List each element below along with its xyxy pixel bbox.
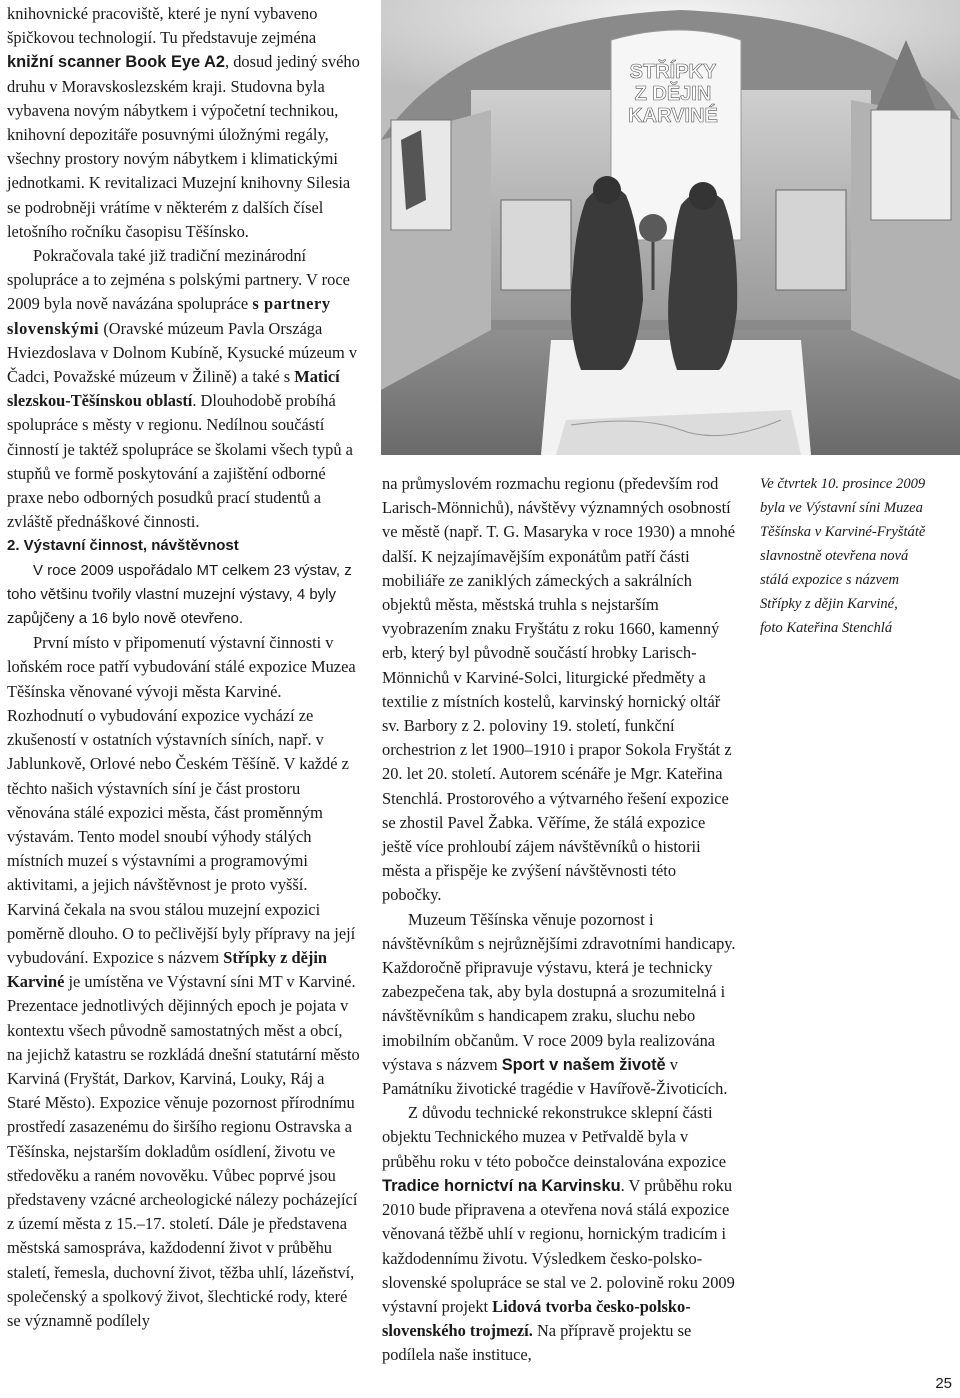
page-number: 25 [935,1375,952,1392]
paragraph: Pokračovala také již tradiční mezinárodní spolupráce a to zejména s polskými partnery. V roce 2009 byla nově navázána spolupráce s partnery slovenskými (Oravské múzeum Pavla Országa Hviezdoslava v Dolnom Kubíně, Kysucké múzeum v Čadci, Považské múzeum v Žilině) a také s Maticí slezskou-Těšínskou oblastí. Dlouhodobě probíhá spolupráce s městy v regionu. Nedílnou součástí činností je taktéž spolupráce se školami všech typů a stupňů ve formě poskytování a zajištění odborné praxe nebo odborných posudků prací studentů a zvláště přednáškové činnosti. [7,246,358,532]
bold-term: Tradice hornictví na Karvinsku [382,1176,621,1195]
section-heading: 2. Výstavní činnost, návštěvnost [7,537,239,555]
bold-term: Lidová tvorba česko-polsko-slovenského trojmezí. [382,1296,691,1341]
paragraph: na průmyslovém rozmachu regionu (především rod Larisch-Mönnichů), návštěvy významných osobností ve městě (např. T. G. Masaryka v roce 1930) a mnohé další. K nejzajímavějším exponátům patří části mobiliáře ze zaniklých zámeckých a sakrálních objektů města, městská truhla s nejstarším vyobrazením znaku Fryštátu z roku 1660, kamenný erb, který byl původně součástí hrobky Larisch-Mönnichů v Karviné-Solci, liturgické předměty a textilie z místních kostelů, karvinský hornický oltář sv. Barbory z 2. poloviny 19. století, funkční orchestrion z let 1900–1910 i prapor Sokola Fryštát z 20. let 20. století. Autorem scénáře je Mgr. Kateřina Stenchlá. Prostorového a výtvarného řešení expozice se zhostil Pavel Žabka. Věříme, že stálá expozice ještě více prohloubí zájem návštěvníků o historii města a přispěje ke zvýšení návštěvnosti této pobočky. [382,474,736,905]
sign-text: KARVINÉ [628,105,718,127]
exhibition-photo [381,0,960,455]
exhibition-photo-image [381,0,960,455]
bold-term: Střípky z dějin Karviné [7,947,328,992]
bold-term: s partnery slovenskými [7,294,331,338]
paragraph: Muzeum Těšínska věnuje pozornost i návštěvníkům s nejrůznějšími zdravotními handicapy. Každoročně připravuje výstavu, která je technicky zabezpečena tak, aby byla dostupná a srozumitelná i návštěvníkům s handicapem zraku, sluchu nebo imobilním občanům. V roce 2009 byla realizována výstava s názvem Sport v našem životě v Památníku životické tragédie v Havířově-Životicích. [382,909,736,1099]
paragraph: První místo v připomenutí výstavní činnosti v loňském roce patří vybudování stálé expozice Muzea Těšínska věnované vývoji města Karviné. Rozhodnutí o vybudování expozice vychází ze zkušeností v ostatních výstavních síních, např. v Jablunkově, Orlové nebo Českém Těšíně. V každé z těchto našich výstavních síní je část prostoru věnována stálé expozici města, část proměnným výstavám. Tento model snoubí výhody stálých místních muzeí s výstavními a programovými aktivitami, a jejich návštěvnost je proto vyšší. Karviná čekala na svou stálou muzejní expozici poměrně dlouho. O to pečlivější byly přípravy na její vybudování. Expozice s názvem Střípky z dějin Karviné je umístěna ve Výstavní síni MT v Karviné. Prezentace jednotlivých dějinných epoch je pojata v kontextu všech původně samostatných měst a obcí, na jejichž katastru se rozkládá dnešní statutární město Karviná (Fryštát, Darkov, Karviná, Louky, Ráj a Staré Město). Expozice věnuje pozornost přírodnímu prostředí zasazenému do širšího regionu Ostravska a Těšínska, nejstarším dokladům osídlení, životu ve středověku a raném novověku. Vůbec poprvé jsou představeny vzácné archeologické nálezy pocházející z území města z 15.–17. století. Dále je představena městská samospráva, každodenní život v průběhu staletí, řemesla, duchovní život, těžba uhlí, lázeňství, společenský a spolkový život, šlechtické rody, které se významně podílely [7,633,360,1330]
sign-text: STŘÍPKY [629,61,717,83]
bold-term: Maticí slezskou-Těšínskou oblastí [7,367,340,411]
photo-caption: Ve čtvrtek 10. prosince 2009 byla ve Výstavní síni Muzea Těšínska v Karviné-Fryštátě slavnostně otevřena nová stálá expozice s názvem Střípky z dějin Karviné, foto Kateřina Stenchlá [760,476,926,636]
text-column-left [7,2,361,1333]
paragraph: Z důvodu technické rekonstrukce sklepní části objektu Technického muzea v Petřvaldě byla v průběhu roku v této pobočce deinstalována expozice Tradice hornictví na Karvinsku. V průběhu roku 2010 bude připravena a otevřena nová stálá expozice věnovaná těžbě uhlí v regionu, hornickým tradicím i každodennímu životu. Výsledkem česko-polsko-slovenské spolupráce se stal ve 2. polovině roku 2009 výstavní projekt Lidová tvorba česko-polsko-slovenského trojmezí. Na přípravě projektu se podílela naše instituce, [382,1103,735,1365]
sign-text: Z DĚJIN [634,83,712,105]
bold-term: Sport v našem životě [501,1055,666,1074]
paragraph: knihovnické pracoviště, které je nyní vybaveno špičkovou technologií. Tu představuje zejména knižní scanner Book Eye A2, dosud jediný svého druhu v Moravskoslezském kraji. Studovna byla vybavena novým nábytkem i výpočetní technikou, knihovní depozitáře posuvnými úložnými regály, všechny prostory novým nábytkem i klimatickými jednotkami. K revitalizaci Muzejní knihovny Silesia se podrobněji vrátíme v některém z dalších čísel letošního ročníku časopisu Těšínsko. [7,4,360,241]
paragraph: V roce 2009 uspořádalo MT celkem 23 výstav, z toho většinu tvořily vlastní muzejní výstavy, 4 byly zapůjčeny a 16 bylo nově otevřeno. [7,561,352,628]
bold-term: knižní scanner Book Eye A2 [7,53,226,72]
text-column-right [382,472,738,1368]
